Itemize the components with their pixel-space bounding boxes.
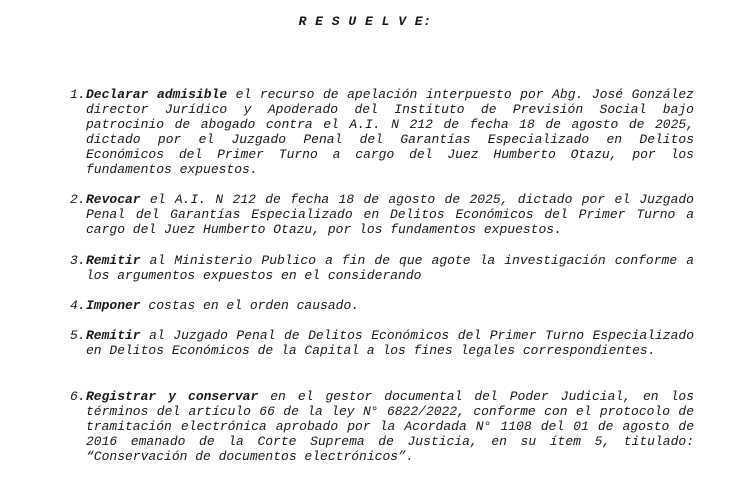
item-text: costas en el orden causado. (140, 298, 360, 313)
item-lead: Imponer (86, 298, 141, 313)
resolution-item-2 (70, 192, 694, 237)
item-lead: Remitir (86, 253, 141, 268)
item-number: 1. (70, 87, 86, 102)
item-body (86, 389, 694, 464)
item-body (86, 253, 694, 283)
item-text: el A.I. N 212 de fecha 18 de agosto de 2025, dictado por el Juzgado Penal del Garantías Especializado en Delitos Económicos del Primer Turno a cargo del Juez Humberto Otazu, por los fundamentos expuestos. (86, 192, 694, 237)
item-body (86, 192, 694, 237)
resolution-item-3 (70, 253, 694, 283)
resolution-item-1 (70, 87, 694, 177)
item-lead: Registrar y conservar (86, 389, 259, 404)
document-heading: R E S U E L V E: (298, 14, 432, 29)
item-text: el recurso de apelación interpuesto por Abg. José González director Jurídico y Apoderado del Instituto de Previsión Social bajo patrocinio de abogado contra el A.I. N 212 de fecha 18 de agosto de 2025, dictado por el Juzgado Penal del Garantías Especializado en Delitos Económicos del Primer Turno a cargo del Juez Humberto Otazu, por los fundamentos expuestos. (86, 87, 694, 177)
item-body (86, 87, 694, 177)
item-body (86, 298, 694, 313)
item-lead: Declarar admisible (86, 87, 228, 102)
item-text: al Juzgado Penal de Delitos Económicos del Primer Turno Especializado en Delitos Económicos de la Capital a los fines legales correspondientes. (86, 328, 694, 358)
item-number: 3. (70, 253, 86, 268)
item-text: al Ministerio Publico a fin de que agote la investigación conforme a los argumentos expuestos en el considerando (86, 253, 694, 283)
item-number: 6. (70, 389, 86, 404)
resolution-item-5 (70, 328, 694, 358)
item-lead: Revocar (86, 192, 141, 207)
resolution-item-4 (70, 298, 694, 313)
item-text: en el gestor documental del Poder Judicial, en los términos del artículo 66 de la ley N° 6822/2022, conforme con el protocolo de tramitación electrónica aprobado por la Acordada N° 1108 del 01 de agosto de 2016 emanado de la Corte Suprema de Justicia, en su ítem 5, titulado: “Conservación de documentos electrónicos”. (86, 389, 694, 464)
item-lead: Remitir (86, 328, 141, 343)
item-number: 5. (70, 328, 86, 343)
item-body (86, 328, 694, 358)
resolution-item-6 (70, 389, 694, 464)
item-number: 4. (70, 298, 86, 313)
item-number: 2. (70, 192, 86, 207)
